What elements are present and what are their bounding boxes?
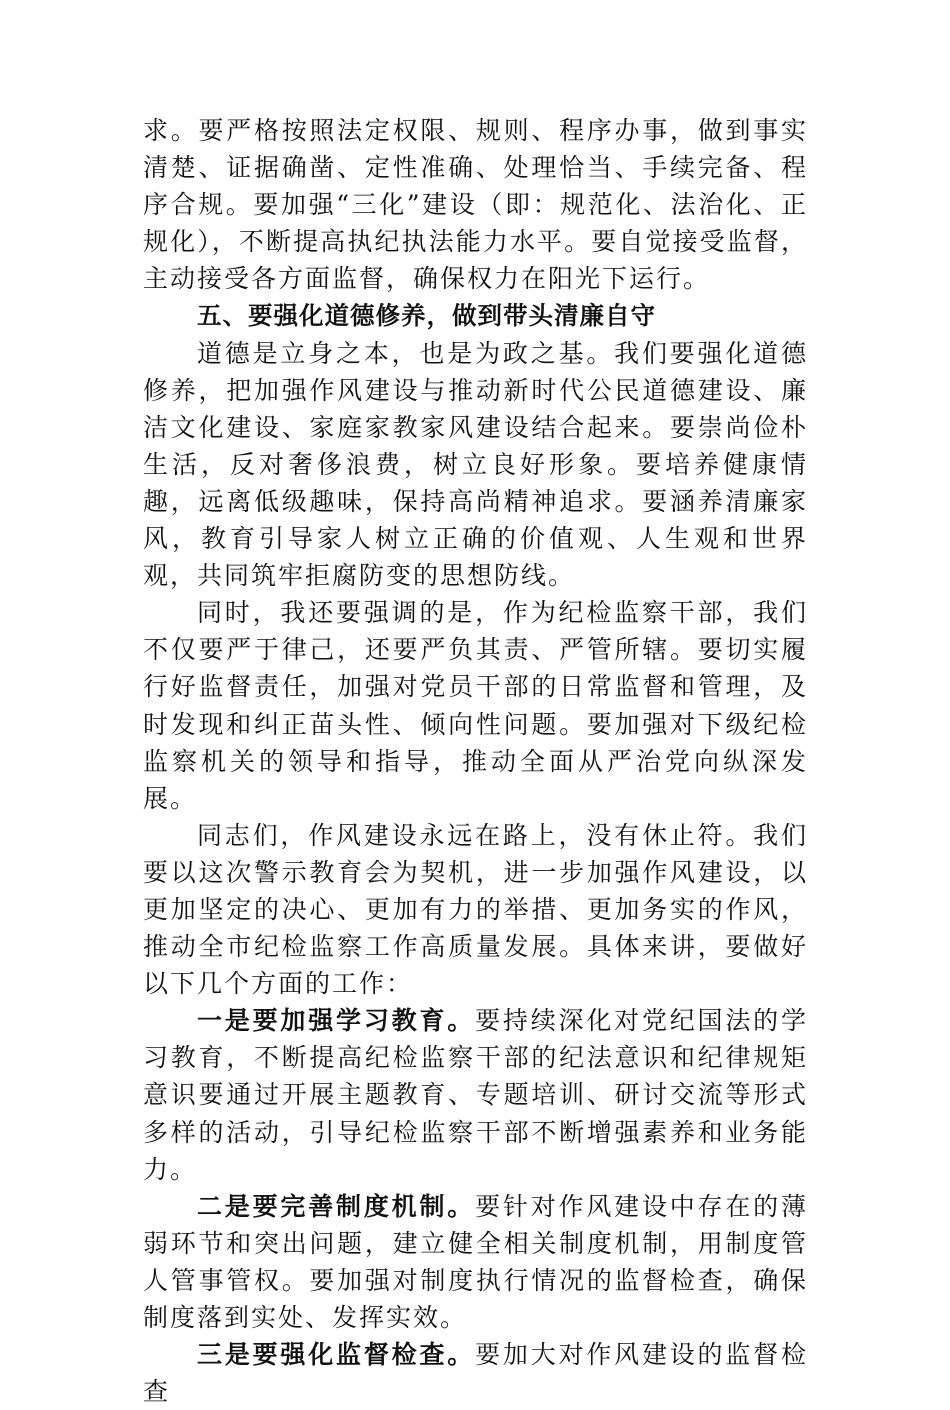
point-three-lead: 三是要强化监督检查。 [197,1340,476,1370]
paragraph-continued: 求。要严格按照法定权限、规则、程序办事，做到事实清楚、证据确凿、定性准确、处理恰当、手续完备、程序合规。要加强“三化”建设（即：规范化、法治化、正规化），不断提高执纪执法能力水平。要自觉接受监督，主动接受各方面监督，确保权力在阳光下运行。 [143,116,808,294]
paragraph-morality: 道德是立身之本，也是为政之基。我们要强化道德修养，把加强作风建设与推动新时代公民道德建设、廉洁文化建设、家庭家教家风建设结合起来。要崇尚俭朴生活，反对奢侈浪费，树立良好形象。要培养健康情趣，远离低级趣味，保持高尚精神追求。要涵养清廉家风，教育引导家人树立正确的价值观、人生观和世界观，共同筑牢拒腐防变的思想防线。 [143,338,808,591]
point-one-lead: 一是要加强学习教育。 [197,1006,476,1036]
paragraph-closing-remarks: 同志们，作风建设永远在路上，没有休止符。我们要以这次警示教育会为契机，进一步加强作风建设，以更加坚定的决心、更加有力的举措、更加务实的作风，推动全市纪检监察工作高质量发展。具体来讲，要做好以下几个方面的工作： [143,820,808,999]
point-two-text: 要针对作风建设中存在的薄弱环节和突出问题，建立健全相关制度机制，用制度管人管事管权。要加强对制度执行情况的监督检查，确保制度落到实处、发挥实效。 [143,1191,808,1332]
document-page [143,112,808,1410]
paragraph-point-one [143,1002,808,1187]
paragraph-point-two [143,1188,808,1336]
point-three-text: 要加大对作风建设的监督检查 [143,1340,808,1407]
paragraph-point-three [143,1336,808,1410]
paragraph-supervision-duty: 同时，我还要强调的是，作为纪检监察干部，我们不仅要严于律己，还要严负其责、严管所辖。要切实履行好监督责任，加强对党员干部的日常监督和管理，及时发现和纠正苗头性、倾向性问题。要加强对下级纪检监察机关的领导和指导，推动全面从严治党向纵深发展。 [143,598,808,813]
section-heading: 五、要强化道德修养，做到带头清廉自守 [197,301,656,331]
point-two-lead: 二是要完善制度机制。 [197,1191,476,1221]
point-one-text: 要持续深化对党纪国法的学习教育，不断提高纪检监察干部的纪法意识和纪律规矩意识要通过开展主题教育、专题培训、研讨交流等形式多样的活动，引导纪检监察干部不断增强素养和业务能力。 [143,1006,808,1184]
